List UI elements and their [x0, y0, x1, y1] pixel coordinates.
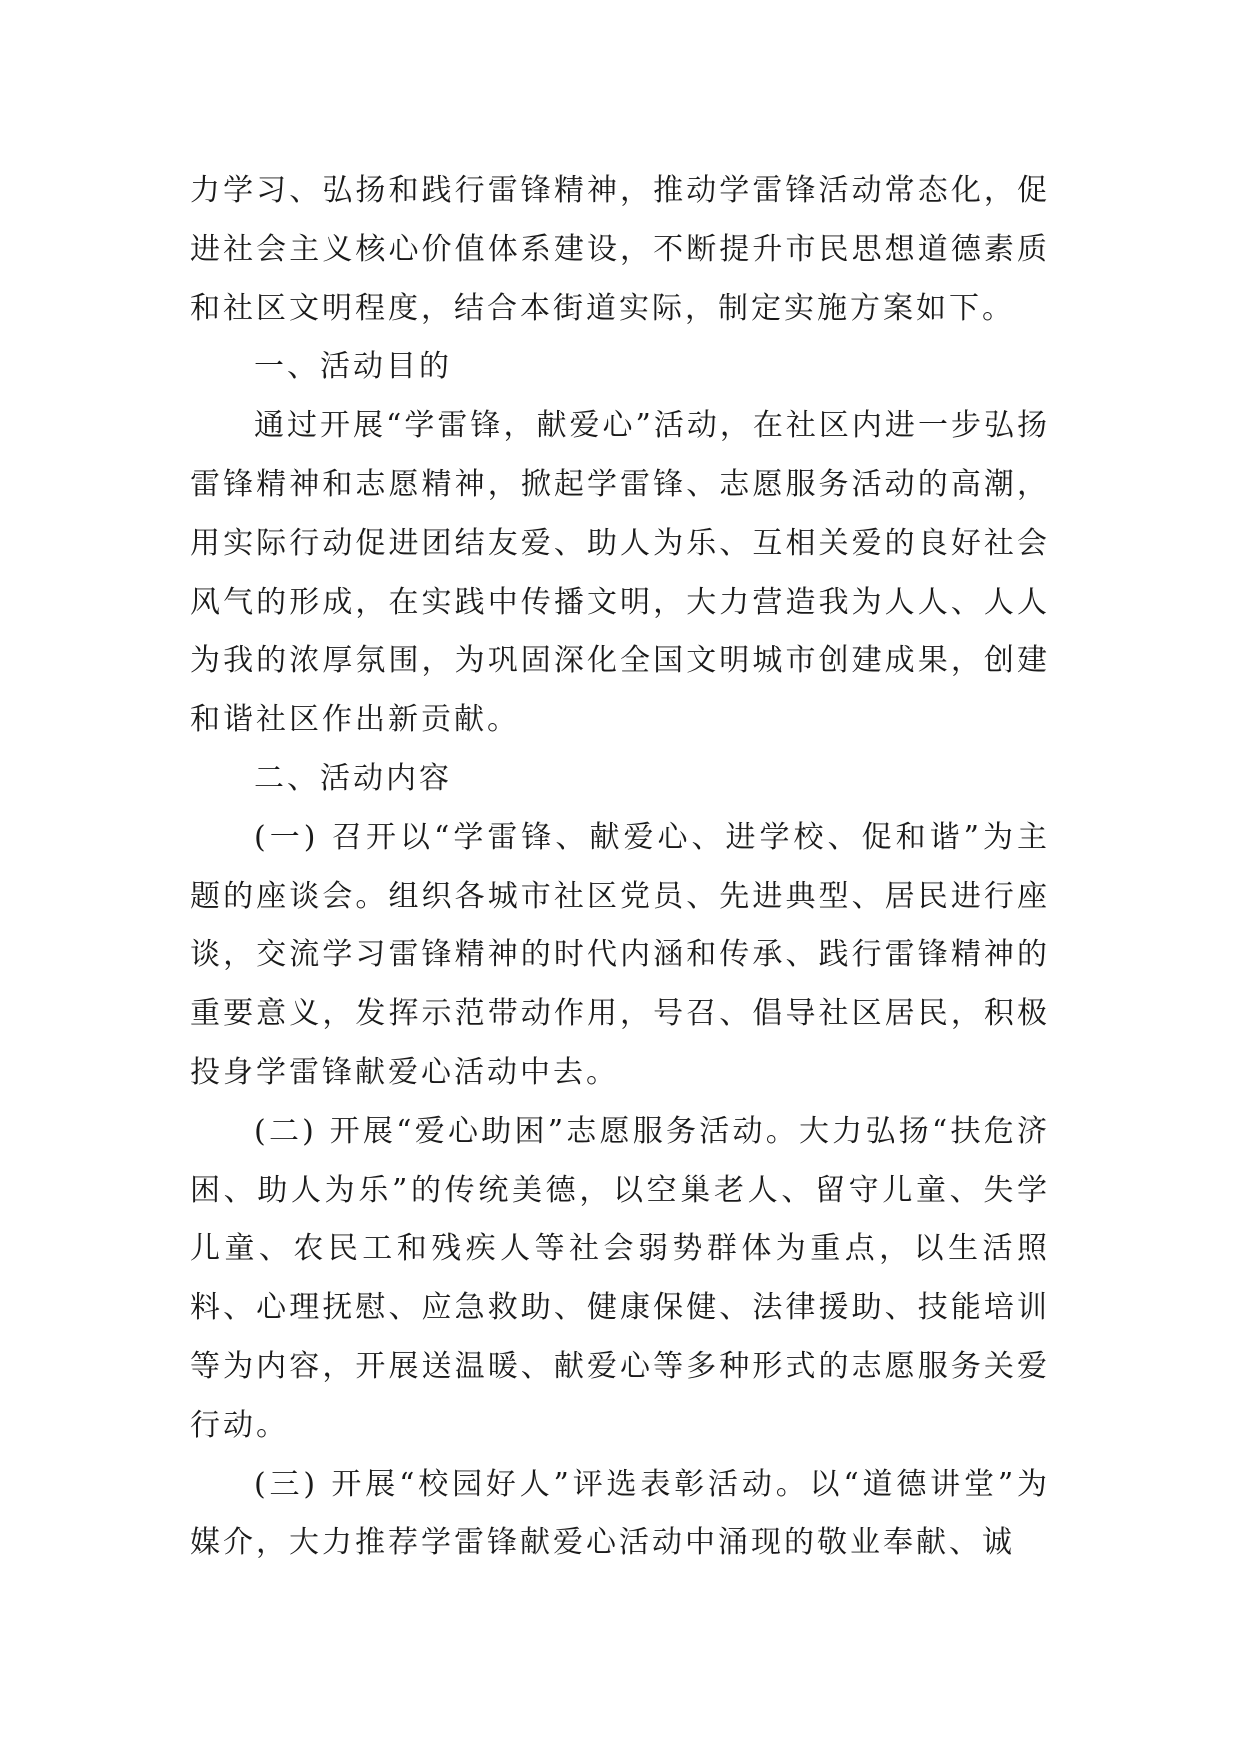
paragraph-item-1: (一) 召开以“学雷锋、献爱心、进学校、促和谐”为主题的座谈会。组织各城市社区党员、先进典型、居民进行座谈，交流学习雷锋精神的时代内涵和传承、践行雷锋精神的重要意义，发挥示范带动作用，号召、倡导社区居民，积极投身学雷锋献爱心活动中去。	[190, 819, 1050, 1090]
paragraph-intro: 力学习、弘扬和践行雷锋精神，推动学雷锋活动常态化，促进社会主义核心价值体系建设，不断提升市民思想道德素质和社区文明程度，结合本街道实际，制定实施方案如下。	[190, 173, 1050, 326]
document-body	[190, 162, 1050, 1573]
section-heading-purpose: 一、活动目的	[254, 349, 452, 385]
section-heading-content: 二、活动内容	[254, 760, 452, 796]
paragraph-item-2: (二) 开展“爱心助困”志愿服务活动。大力弘扬“扶危济困、助人为乐”的传统美德，以空巢老人、留守儿童、失学儿童、农民工和残疾人等社会弱势群体为重点，以生活照料、心理抚慰、应急救助、健康保健、法律援助、技能培训等为内容，开展送温暖、献爱心等多种形式的志愿服务关爱行动。	[190, 1113, 1050, 1443]
paragraph-item-3: (三) 开展“校园好人”评选表彰活动。以“道德讲堂”为媒介，大力推荐学雷锋献爱心活动中涌现的敬业奉献、诚	[190, 1466, 1050, 1561]
paragraph-purpose: 通过开展“学雷锋，献爱心”活动，在社区内进一步弘扬雷锋精神和志愿精神，掀起学雷锋、志愿服务活动的高潮，用实际行动促进团结友爱、助人为乐、互相关爱的良好社会风气的形成，在实践中传播文明，大力营造我为人人、人人为我的浓厚氛围，为巩固深化全国文明城市创建成果，创建和谐社区作出新贡献。	[190, 408, 1050, 738]
